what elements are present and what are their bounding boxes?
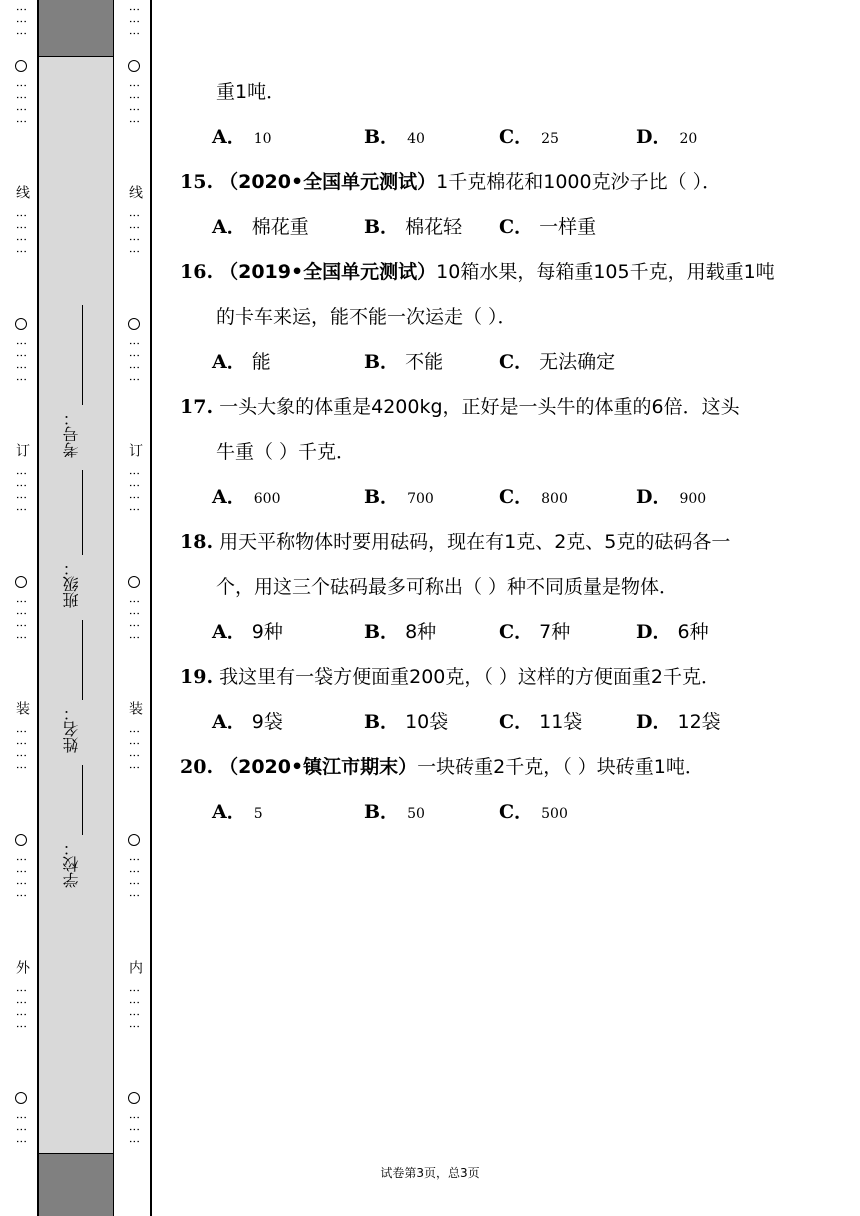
inner-edge-line [150, 0, 152, 1216]
option-a[interactable]: A． 能 [212, 351, 271, 373]
binding-hole-icon [15, 318, 27, 330]
option-d[interactable]: D． 20 [636, 126, 698, 148]
binding-hole-icon [128, 834, 140, 846]
dotted-segment: ⋮⋮⋮⋮ [15, 854, 28, 902]
school-label: 学校： [62, 840, 81, 888]
exam-no-field[interactable] [82, 305, 83, 405]
binding-strip [38, 0, 114, 1216]
question-number: 15. [180, 171, 214, 193]
binding-hole-icon [15, 834, 27, 846]
option-c[interactable]: C． 7种 [499, 621, 571, 643]
question-number: 17. [180, 396, 214, 418]
dotted-segment: ⋮⋮⋮⋮ [128, 210, 141, 258]
q16-stem [180, 257, 775, 284]
dotted-segment: ⋮⋮⋮⋮ [128, 468, 141, 516]
binding-hole-icon [15, 1092, 27, 1104]
option-b[interactable]: B． 不能 [364, 351, 444, 373]
q15-stem [180, 167, 721, 194]
option-b[interactable]: B． 10袋 [364, 711, 449, 733]
outer-label: 装 [14, 701, 30, 715]
school-field[interactable] [82, 765, 83, 835]
question-text: 一块砖重2千克，（ ）块砖重1吨． [417, 756, 704, 778]
option-a[interactable]: A． 棉花重 [212, 216, 309, 238]
outer-label: 线 [14, 185, 30, 199]
question-source: （2019•全国单元测试） [219, 261, 437, 283]
option-a[interactable]: A． 600 [212, 486, 281, 508]
option-d[interactable]: D． 12袋 [636, 711, 721, 733]
q19-stem [180, 662, 720, 689]
inner-label: 订 [127, 443, 143, 457]
dotted-segment: ⋮⋮⋮ [15, 1112, 28, 1148]
outer-binding-line [7, 0, 37, 1216]
dotted-segment: ⋮⋮⋮⋮ [128, 80, 141, 128]
dotted-segment: ⋮⋮⋮⋮ [128, 596, 141, 644]
strip-cap-top [39, 0, 113, 57]
option-b[interactable]: B． 棉花轻 [364, 216, 463, 238]
exam-no-label: 考号： [62, 410, 81, 458]
name-label: 姓名： [62, 705, 81, 753]
dotted-segment: ⋮⋮⋮ [15, 4, 28, 40]
outer-label: 外 [14, 960, 30, 974]
dotted-segment: ⋮⋮⋮ [128, 4, 141, 40]
option-a[interactable]: A． 9袋 [212, 711, 283, 733]
dotted-segment: ⋮⋮⋮⋮ [15, 80, 28, 128]
question-text: 10箱水果，每箱重105千克，用载重1吨 [436, 261, 775, 283]
question-number: 16. [180, 261, 214, 283]
dotted-segment: ⋮⋮⋮⋮ [128, 338, 141, 386]
binding-hole-icon [128, 60, 140, 72]
dotted-segment: ⋮⋮⋮⋮ [15, 338, 28, 386]
q16-stem-cont: 的卡车来运，能不能一次运走（ ）． [216, 306, 517, 328]
question-number: 18. [180, 531, 214, 553]
binding-hole-icon [128, 1092, 140, 1104]
class-label: 班级： [62, 560, 81, 608]
q20-stem [180, 752, 704, 779]
inner-label: 内 [127, 960, 143, 974]
option-c[interactable]: C． 一样重 [499, 216, 597, 238]
q18-stem-cont: 个，用这三个砝码最多可称出（ ）种不同质量是物体． [216, 576, 679, 598]
dotted-segment: ⋮⋮⋮⋮ [15, 468, 28, 516]
option-a[interactable]: A． 9种 [212, 621, 283, 643]
option-a[interactable]: A． 5 [212, 801, 263, 823]
outer-label: 订 [14, 443, 30, 457]
question-text: 1千克棉花和1000克沙子比（ ）． [436, 171, 722, 193]
class-field[interactable] [82, 470, 83, 555]
option-c[interactable]: C． 500 [499, 801, 568, 823]
inner-label: 线 [127, 185, 143, 199]
dotted-segment: ⋮⋮⋮ [128, 1112, 141, 1148]
q14-continuation: 重1吨． [216, 81, 286, 103]
dotted-segment: ⋮⋮⋮⋮ [15, 985, 28, 1033]
q17-stem [180, 392, 740, 419]
option-c[interactable]: C． 11袋 [499, 711, 583, 733]
question-number: 20. [180, 756, 214, 778]
dotted-segment: ⋮⋮⋮⋮ [15, 210, 28, 258]
binding-hole-icon [15, 60, 27, 72]
question-text: 我这里有一袋方便面重200克，（ ）这样的方便面重2千克． [219, 666, 721, 688]
option-b[interactable]: B． 700 [364, 486, 434, 508]
option-b[interactable]: B． 40 [364, 126, 425, 148]
dotted-segment: ⋮⋮⋮⋮ [15, 596, 28, 644]
option-c[interactable]: C． 无法确定 [499, 351, 616, 373]
strip-cap-bottom [39, 1153, 113, 1216]
question-text: 用天平称物体时要用砝码，现在有1克、2克、5克的砝码各一 [219, 531, 731, 553]
binding-hole-icon [128, 318, 140, 330]
inner-binding-line [120, 0, 150, 1216]
inner-label: 装 [127, 701, 143, 715]
q17-stem-cont: 牛重（ ）千克． [216, 441, 356, 463]
name-field[interactable] [82, 620, 83, 700]
option-b[interactable]: B． 50 [364, 801, 425, 823]
option-c[interactable]: C． 25 [499, 126, 559, 148]
question-source: （2020•全国单元测试） [219, 171, 437, 193]
binding-hole-icon [128, 576, 140, 588]
q18-stem [180, 527, 730, 554]
dotted-segment: ⋮⋮⋮⋮ [15, 726, 28, 774]
question-source: （2020•镇江市期末） [219, 756, 418, 778]
dotted-segment: ⋮⋮⋮⋮ [128, 726, 141, 774]
question-number: 19. [180, 666, 214, 688]
option-d[interactable]: D． 6种 [636, 621, 709, 643]
option-c[interactable]: C． 800 [499, 486, 568, 508]
option-b[interactable]: B． 8种 [364, 621, 437, 643]
option-a[interactable]: A． 10 [212, 126, 272, 148]
binding-hole-icon [15, 576, 27, 588]
page-footer: 试卷第3页，总3页 [380, 1166, 480, 1180]
dotted-segment: ⋮⋮⋮⋮ [128, 985, 141, 1033]
dotted-segment: ⋮⋮⋮⋮ [128, 854, 141, 902]
option-d[interactable]: D． 900 [636, 486, 707, 508]
question-text: 一头大象的体重是4200kg，正好是一头牛的体重的6倍．这头 [219, 396, 740, 418]
